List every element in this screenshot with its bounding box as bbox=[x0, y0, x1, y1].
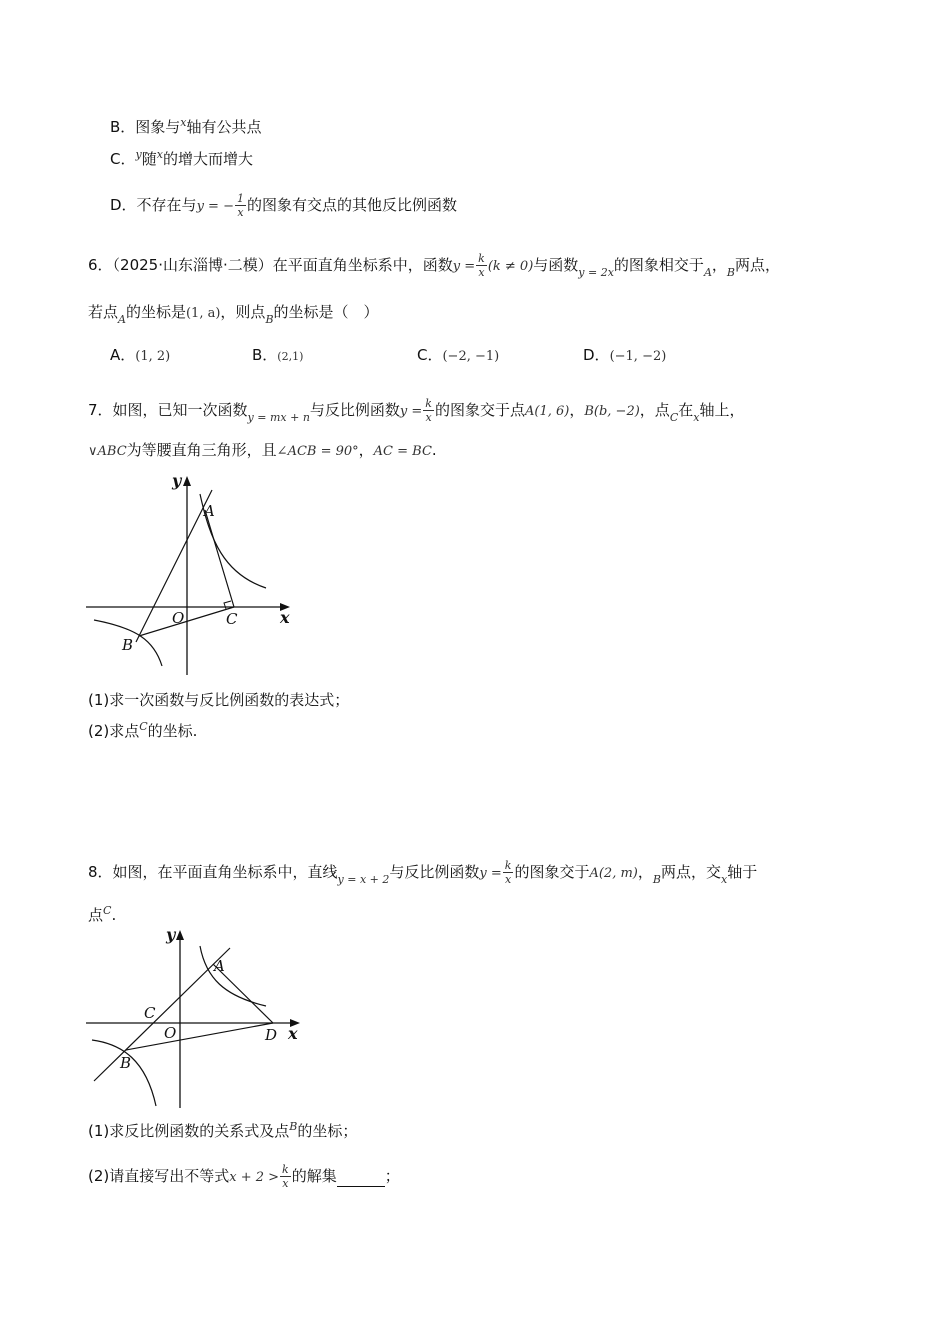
q5-option-c: C．$^y$随$^x$的增大而增大 bbox=[110, 148, 253, 168]
q6-option-d: D．(−1, −2) bbox=[583, 346, 667, 364]
q7-label-a: A bbox=[204, 502, 215, 520]
q6-option-b: B．(2,1) bbox=[252, 346, 304, 364]
q7-sub2: (2)求点$^C$的坐标. bbox=[88, 720, 198, 740]
q6-stem-line2: 若点$_A$的坐标是(1, a)，则点$_B$的坐标是（ ） bbox=[88, 303, 379, 326]
q8-figure bbox=[84, 926, 314, 1112]
q8-stem-line1: 8．如图，在平面直角坐标系中，直线$_{y = x + 2}$与反比例函数y = $\frac{k}{x}$ 的图象交于A(2, m)，$_B$两点，交$_x$轴于 bbox=[88, 859, 758, 886]
q7-segment-ac bbox=[205, 510, 234, 607]
q6-stem-line1: 6．（2025·山东淄博·二模）在平面直角坐标系中，函数y = $\frac{k}{x}$ (k ≠ 0)与函数$_{y = 2x}$的图象相交于$_A$，$_B$两点， bbox=[88, 252, 781, 279]
q8-label-d: D bbox=[265, 1026, 278, 1044]
q6-option-c: C．(−2, −1) bbox=[417, 346, 500, 364]
q7-label-b: B bbox=[122, 636, 134, 654]
q8-line bbox=[94, 948, 230, 1081]
q6-option-a: A．(1, 2) bbox=[110, 346, 171, 364]
q7-label-o: O bbox=[172, 609, 185, 627]
q7-y-axis-arrow bbox=[183, 476, 191, 486]
q8-label-c: C bbox=[144, 1004, 156, 1022]
q7-figure bbox=[84, 470, 304, 680]
q7-stem-line1: 7．如图，已知一次函数$_{y = mx + n}$与反比例函数y = $\frac{k}{x}$ 的图象交于点A(1, 6)，B(b, −2)，点$_C$在$_x$轴上， bbox=[88, 397, 745, 424]
q5-option-b: B．图象与$^x$轴有公共点 bbox=[110, 116, 262, 136]
q8-label-a: A bbox=[214, 957, 225, 975]
q8-sub2: (2)请直接写出不等式x + 2 > $\frac{k}{x}$ 的解集 ； bbox=[88, 1163, 400, 1190]
q8-segment-bd bbox=[126, 1023, 273, 1050]
q8-y-axis-arrow bbox=[176, 930, 184, 940]
q8-label-b: B bbox=[120, 1054, 132, 1072]
answer-blank[interactable] bbox=[337, 1166, 385, 1187]
q7-label-x: x bbox=[280, 608, 290, 627]
q7-label-c: C bbox=[226, 610, 238, 628]
fraction: $\frac{1}{x}$ bbox=[236, 192, 244, 219]
q7-stem-line2: ∨ABC为等腰直角三角形，且∠ACB = 90°，AC = BC. bbox=[88, 441, 437, 459]
q7-label-y: y bbox=[172, 471, 182, 490]
q8-hyperbola-q1 bbox=[200, 946, 266, 1006]
q5-option-d: D．不存在与y = − $\frac{1}{x}$ 的图象有交点的其他反比例函数 bbox=[110, 192, 457, 219]
q8-label-x: x bbox=[288, 1024, 298, 1043]
q8-sub1: (1)求反比例函数的关系式及点$^B$的坐标； bbox=[88, 1120, 358, 1140]
q8-label-y: y bbox=[166, 926, 176, 944]
q8-label-o: O bbox=[164, 1024, 177, 1042]
q8-stem-line2: 点$^C$. bbox=[88, 904, 117, 924]
q7-sub1: (1)求一次函数与反比例函数的表达式； bbox=[88, 691, 350, 709]
